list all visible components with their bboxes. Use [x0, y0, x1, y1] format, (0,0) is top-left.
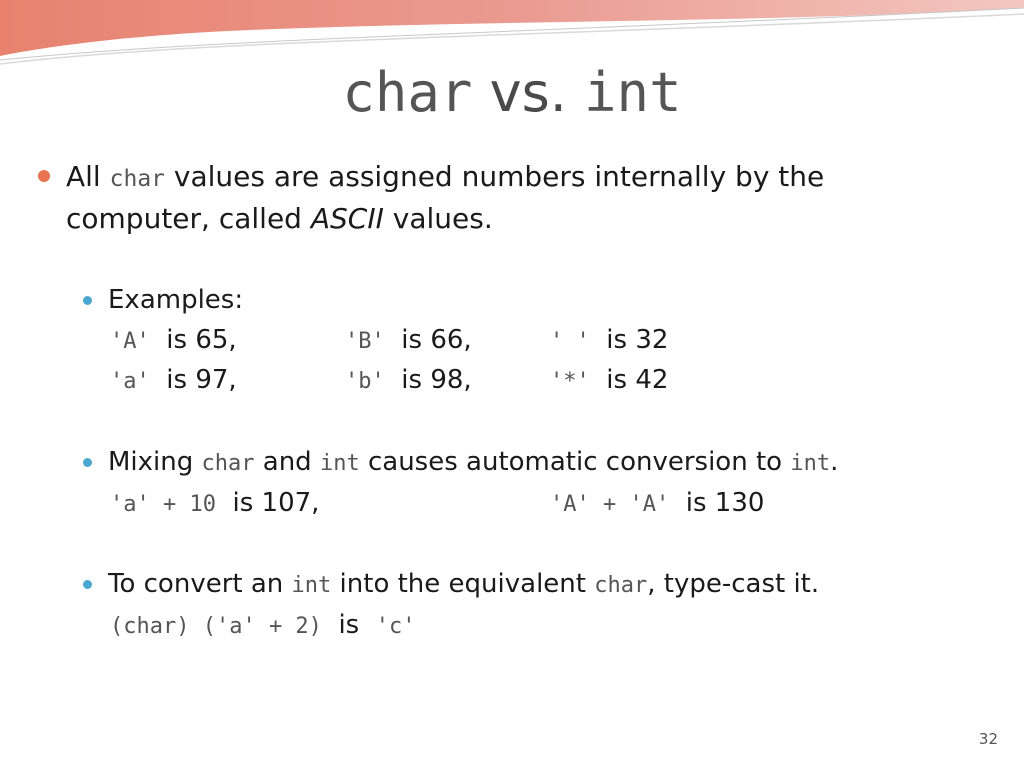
bullet-ascii-intro — [66, 157, 966, 239]
mixing-bullet: Mixing char and int causes automatic conversion to int. — [108, 447, 839, 477]
bullet1-text-after: values are assigned numbers internally by the computer, called — [66, 160, 825, 235]
sub-bullet-dot-icon — [83, 296, 92, 305]
title-left: char — [342, 61, 473, 124]
bullet1-code: char — [109, 166, 166, 192]
bullet-dot-icon — [38, 170, 50, 182]
title-right: int — [584, 61, 682, 124]
example-cell: 'A' is 65, — [110, 325, 237, 355]
bullet1-ascii: ASCII — [310, 202, 384, 235]
sub-bullet-dot-icon — [83, 458, 92, 467]
slide-title — [0, 58, 1024, 128]
example-cell: 'b' is 98, — [345, 365, 472, 395]
sub-bullet-dot-icon — [83, 580, 92, 589]
examples-label: Examples: — [108, 285, 244, 315]
convert-bullet: To convert an int into the equivalent char, type-cast it. — [108, 569, 820, 599]
example-cell: 'B' is 66, — [345, 325, 472, 355]
convert-example: (char) ('a' + 2) is 'c' — [110, 610, 416, 640]
mixing-example-2: 'A' + 'A' is 130 — [550, 488, 765, 518]
bullet1-text: All — [66, 160, 110, 193]
example-cell: ' ' is 32 — [550, 325, 669, 355]
example-cell: '*' is 42 — [550, 365, 669, 395]
title-middle: vs. — [489, 61, 567, 124]
bullet1-text-end: values. — [383, 202, 493, 235]
page-number: 32 — [978, 730, 998, 748]
mixing-example-1: 'a' + 10 is 107, — [110, 488, 320, 518]
example-cell: 'a' is 97, — [110, 365, 237, 395]
